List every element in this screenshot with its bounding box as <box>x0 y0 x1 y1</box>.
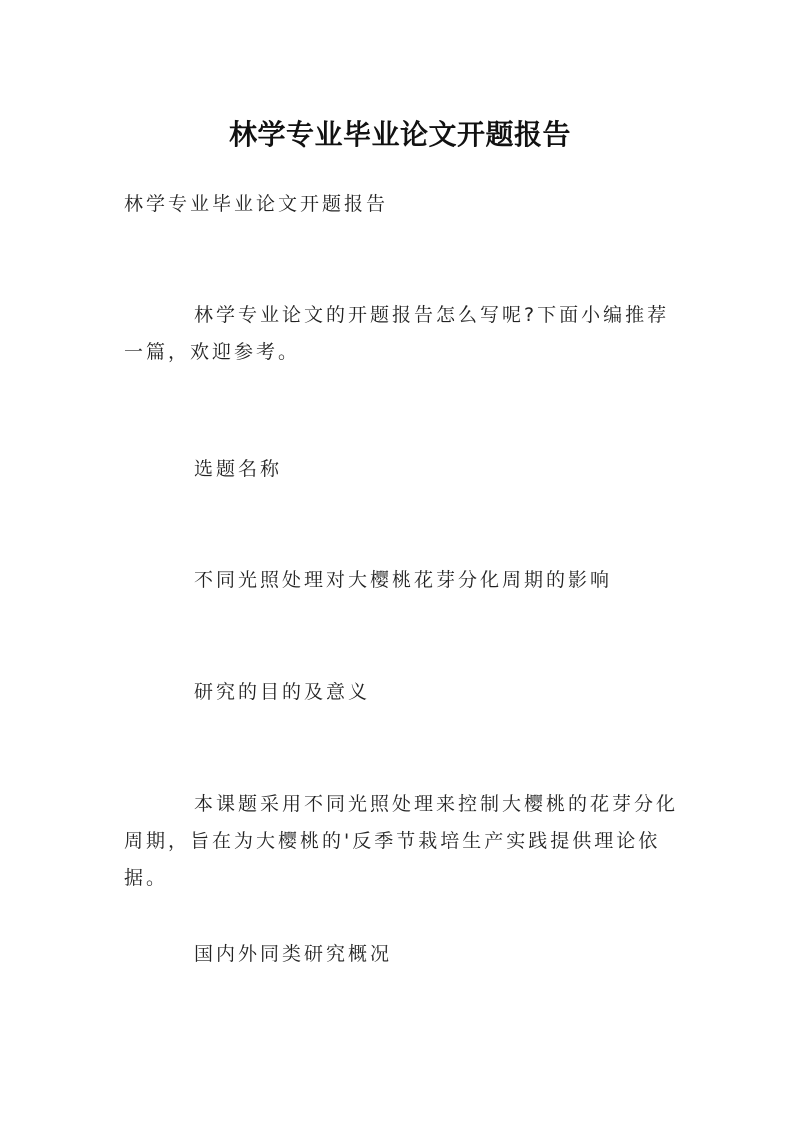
section-heading-purpose: 研究的目的及意义 <box>194 681 371 703</box>
section-heading-overview: 国内外同类研究概况 <box>194 943 393 965</box>
intro-paragraph: 林学专业论文的开题报告怎么写呢?下面小编推荐一篇，欢迎参考。 <box>124 304 670 363</box>
document-title: 林学专业毕业论文开题报告 <box>228 117 571 151</box>
topic-paragraph: 不同光照处理对大樱桃花芽分化周期的影响 <box>194 569 613 591</box>
purpose-paragraph: 本课题采用不同光照处理来控制大樱桃的花芽分化周期，旨在为大樱桃的'反季节栽培生产实践提供理论依据。 <box>124 793 679 889</box>
subtitle-line: 林学专业毕业论文开题报告 <box>124 193 389 215</box>
section-heading-topic: 选题名称 <box>194 458 283 480</box>
